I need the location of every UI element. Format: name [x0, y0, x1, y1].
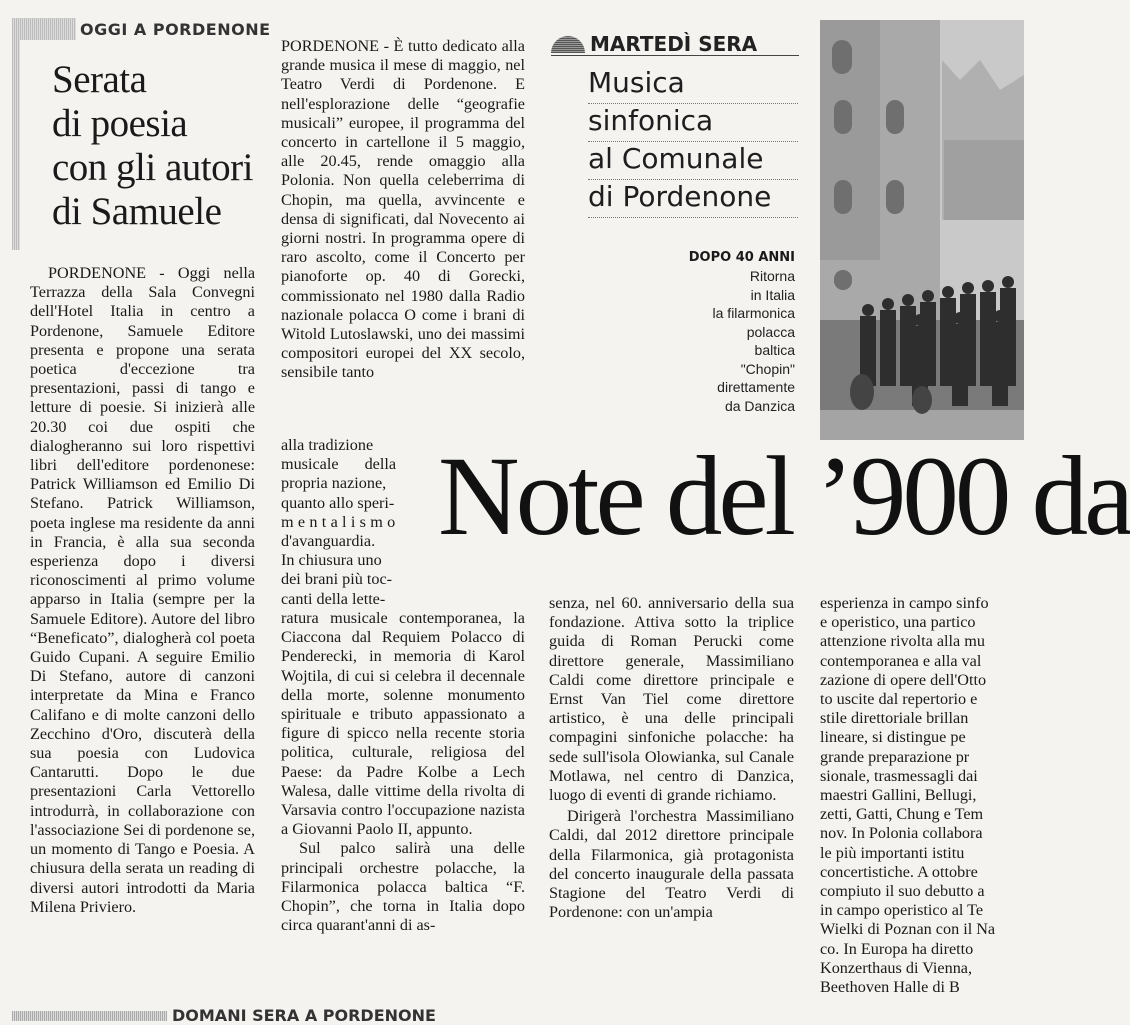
music-headline-line: Musica [588, 66, 685, 99]
music-headline-line: di Pordenone [588, 180, 772, 213]
next-article-kicker: DOMANI SERA A PORDENONE [172, 1006, 436, 1025]
music-article-col3 [549, 594, 794, 922]
left-headline [52, 58, 253, 234]
caption-line: la filarmonica [712, 305, 795, 321]
narrow-line: canti della lette- [281, 589, 386, 608]
music-article-paragraph: Dirigerà l'orchestra Massimiliano Caldi, dal 2012 direttore principale della Filarmonica, già protagonista del concerto inaugurale della passata Stagione del Teatro Verdi di Pordenone: con un'ampia [549, 807, 794, 922]
col4-line: co. In Europa ha diretto [820, 939, 974, 958]
col4-line: attenzione rivolta alla mu [820, 632, 985, 651]
caption-line: in Italia [750, 286, 795, 303]
col4-line: concertistiche. A ottobre [820, 862, 978, 881]
narrow-line: d'avanguardia. [281, 532, 376, 551]
kicker-underline [551, 55, 799, 56]
col4-line: le più importanti istitu [820, 843, 965, 862]
left-headline-line: di poesia [52, 102, 188, 145]
narrow-line: In chiusura uno [281, 551, 382, 570]
narrow-line: propria nazione, [281, 474, 387, 493]
music-article-col2-bottom [281, 609, 525, 935]
music-article-col4 [820, 594, 1040, 997]
dome-logo-icon [551, 36, 585, 53]
left-article-paragraph: PORDENONE - Oggi nella Terrazza della Sala Convegni dell'Hotel Italia in centro a Pordenone, Samuele Editore presenta e propone una serata poetica d'eccezione tra presentazioni, passi di tango e letture di poesie. Si inizierà alle 20.30 coi due ospiti che dialogheranno sui loro rispettivi libri dell'editore pordenonese: Patrick Williamson ed Emilio Di Stefano. Patrick Williamson, poeta inglese ma residente da anni in Francia, è alla sua seconda esperienza dopo i diversi riconoscimenti al primo volume apparso in Italia (sempre per la Samuele Editore). Autore del libro “Beneficato”, dialogherà col poeta Guido Cupani. A seguire Emilio Di Stefano, autore di canzoni interpretate da Mina e Franco Califano e di molte canzoni dello Zecchino d'Oro, discuterà della sua poesia con Ludovica Cantarutti. Dopo le due presentazioni Carla Vettorello introdurrà, in collaborazione con l'associazione Sei di pordenone se, un momento di Tango e Poesia. A chiusura della serata un reading di diversi autori introdotti da Maria Milena Priviero. [30, 264, 255, 916]
col4-line: sionale, trasmessagli dai [820, 766, 978, 785]
music-article-paragraph: ratura musicale contemporanea, la Ciaccona dal Requiem Polacco di Penderecki, in memoria di Karol Wojtila, di cui si celebra il decennale della morte, solenne monumento spirituale e tributo appassionato a figure di spicco nella recente storia politica, culturale, religiosa del Paese: da Padre Kolbe a Lech Walesa, dalle vittime della rivolta di Varsavia contro l'occupazione nazista a Giovanni Paolo II, appunto. [281, 609, 525, 839]
col4-line: Wielki di Poznan con il Na [820, 920, 996, 939]
kicker-rule [12, 18, 76, 40]
col4-line: Konzerthaus di Vienna, [820, 958, 973, 977]
caption-line: direttamente [717, 379, 795, 395]
col4-line: maestri Gallini, Bellugi, [820, 786, 977, 805]
col4-line: esperienza in campo sinfo [820, 594, 989, 612]
caption-line: Ritorna [749, 268, 795, 284]
music-headline-line: sinfonica [588, 104, 714, 137]
col4-line: contemporanea e alla val [820, 651, 982, 670]
left-article-body [30, 264, 255, 917]
orchestra-photo [820, 20, 1024, 440]
music-article-paragraph: Sul palco salirà una delle principali orchestre polacche, la Filarmonica polacca baltica “F. Chopin”, che torna in Italia dopo circa quarant'anni di as- [281, 839, 525, 935]
music-headline-line: al Comunale [588, 142, 764, 175]
narrow-line: quanto allo speri- [281, 493, 395, 512]
left-headline-line: di Samuele [52, 190, 222, 233]
col4-line: zetti, Gatti, Chung e Tem [820, 805, 984, 824]
narrow-line: alla tradizione [281, 436, 374, 454]
col4-line: in campo operistico al Te [820, 901, 984, 920]
music-article-col2-top [281, 37, 525, 383]
narrow-line: musicale della [281, 455, 397, 474]
photo-caption [665, 267, 795, 415]
col4-line: Beethoven Halle di B [820, 978, 960, 997]
music-article-paragraph: PORDENONE - È tutto dedicato alla grande musica il mese di maggio, nel Teatro Verdi di Pordenone. E nell'esplorazione delle “geografie musicali” europee, il programma del concerto in cartellone il 5 maggio, alle 20.45, rende omaggio alla Polonia. Non quella celeberrima di Chopin, ma quella, avvincente e densa di significati, dal Novecento ai giorni nostri. In programma opere di raro ascolto, come il Concerto per pianoforte op. 40 di Gorecki, commissionato nel 1980 dalla Radio nazionale polacca O come i brani di Witold Lutoslawski, uno dei massimi compositori europei del XX secolo, sensibile tanto [281, 37, 525, 382]
left-kicker: OGGI A PORDENONE [80, 20, 271, 39]
col4-line: stile direttoriale brillan [820, 709, 969, 728]
narrow-line: dei brani più toc- [281, 570, 393, 589]
col4-line: e operistico, una partico [820, 613, 976, 632]
music-article-paragraph: senza, nel 60. anniversario della sua fondazione. Attiva sotto la triplice guida di Roman Perucki come direttore generale, Massimiliano Caldi come direttore principale e Ernst Van Tiel come direttore artistico, è una delle principali compagini sinfoniche polacche: ha sede sull'isola Olowianka, sul Canale Motlawa, nel centro di Danzica, luogo di eventi di grande richiamo. [549, 594, 794, 805]
col4-line: lineare, si distingue pe [820, 728, 966, 747]
photo-subkicker: DOPO 40 ANNI [688, 250, 795, 265]
col4-line: zazione di opere dell'Otto [820, 670, 987, 689]
left-headline-line: Serata [52, 58, 147, 101]
left-headline-line: con gli autori [52, 146, 253, 189]
music-article-col2-narrow [281, 436, 415, 609]
col4-line: grande preparazione pr [820, 747, 970, 766]
kicker-side-bar [12, 18, 20, 250]
col4-line: compiuto il suo debutto a [820, 882, 985, 901]
narrow-line: mentalismo [281, 512, 400, 531]
next-article-strip [0, 1006, 1024, 1025]
caption-line: baltica [754, 342, 795, 358]
caption-line: "Chopin" [740, 360, 795, 377]
headline-dotted-rule [588, 217, 798, 218]
caption-line: polacca [746, 323, 795, 340]
strip-rule [12, 1011, 167, 1021]
caption-line: da Danzica [724, 397, 795, 414]
main-headline: Note del ’900 da [438, 434, 1130, 559]
music-kicker: MARTEDÌ SERA [590, 32, 758, 56]
col4-line: nov. In Polonia collabora [820, 824, 983, 843]
col4-line: to uscite dal repertorio e [820, 690, 978, 709]
